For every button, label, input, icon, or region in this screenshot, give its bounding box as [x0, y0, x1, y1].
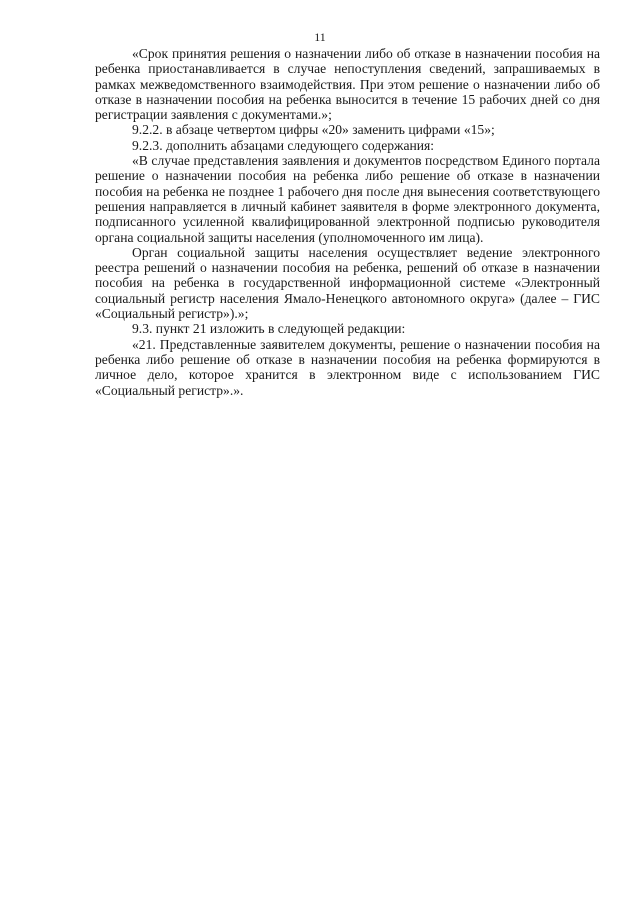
paragraph-registry: Орган социальной защиты населения осуществляет ведение электронного реестра решений о назначении пособия на ребенка, решений об отказе в назначении пособия на ребенка в государственной информационной системе «Электронный социальный регистр населения Ямало-Ненецкого автономного округа» (далее – ГИС «Социальный регистр»).»; [95, 244, 600, 322]
paragraph-unified-portal: «В случае представления заявления и документов посредством Единого портала решение о назначении пособия на ребенка либо решение об отказе в назначении пособия на ребенка не позднее 1 рабочего дня после дня вынесения соответствующего решения направляется в личный кабинет заявителя в форме электронного документа, подписанного усиленной квалифицированной электронной подписью руководителя органа социальной защиты населения (уполномоченного им лица). [95, 153, 600, 245]
page-number: 11 [314, 30, 326, 44]
paragraph-amendment-9-2-3: 9.2.3. дополнить абзацами следующего содержания: [132, 137, 435, 153]
paragraph-amendment-9-2-2: 9.2.2. в абзаце четвертом цифры «20» заменить цифрами «15»; [132, 122, 495, 138]
document-body [95, 46, 600, 398]
paragraph-amendment-9-3: 9.3. пункт 21 изложить в следующей редакции: [132, 321, 406, 337]
paragraph-decision-deadline: «Срок принятия решения о назначении либо об отказе в назначении пособия на ребенка приостанавливается в случае непоступления сведений, запрашиваемых в рамках межведомственного взаимодействия. При этом решение о назначении либо об отказе в назначении пособия на ребенка выносится в течение 15 рабочих дней со дня регистрации заявления с документами.»; [95, 46, 600, 123]
paragraph-item-21: «21. Представленные заявителем документы, решение о назначении пособия на ребенка либо решение об отказе в назначении пособия на ребенка формируются в личное дело, которое хранится в электронном виде с использованием ГИС «Социальный регистр».». [95, 336, 600, 398]
